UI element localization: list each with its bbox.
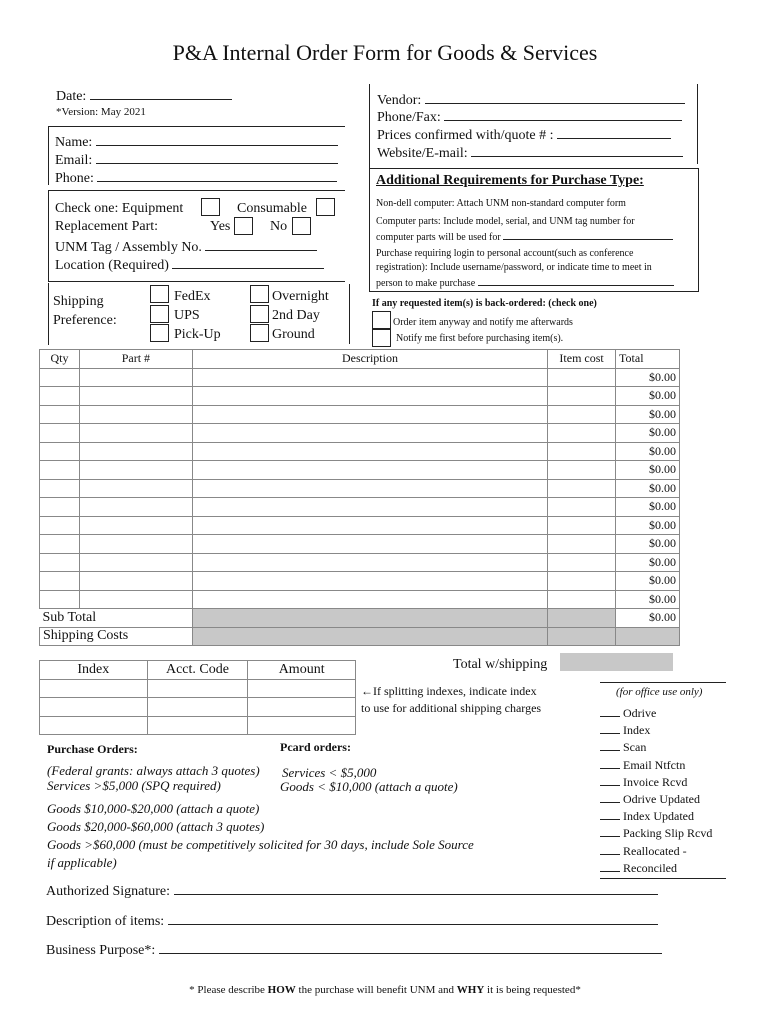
office-check-line[interactable] — [600, 802, 620, 803]
description-cell[interactable] — [192, 461, 547, 480]
goods-tier-2: Goods $20,000-$60,000 (attach 3 quotes) — [47, 819, 265, 834]
login-text-2: registration): Include username/password, or indicate time to meet in — [376, 262, 652, 273]
office-use-label: Packing Slip Rcvd — [623, 826, 713, 841]
unm-tag-field[interactable] — [205, 237, 317, 251]
consumable-label: Consumable — [237, 201, 307, 216]
total-shipping-cell[interactable] — [560, 653, 673, 671]
description-cell[interactable] — [192, 442, 547, 461]
purpose-field[interactable] — [159, 940, 662, 954]
split-note-line-2: to use for additional shipping charges — [361, 701, 542, 715]
office-check-line[interactable] — [600, 785, 620, 786]
table-row — [40, 716, 356, 735]
description-cell[interactable] — [192, 424, 547, 443]
office-use-item — [600, 757, 712, 774]
table-row — [40, 553, 680, 572]
table-row — [40, 679, 356, 698]
vendor-field[interactable] — [425, 90, 685, 104]
acct-code-cell[interactable] — [147, 698, 248, 717]
table-row — [40, 698, 356, 717]
office-use-label: Index Updated — [623, 809, 694, 824]
column-header: Qty — [40, 350, 80, 369]
parts-field[interactable] — [503, 229, 673, 240]
requirements-heading: Additional Requirements for Purchase Type: — [376, 173, 644, 188]
ground-checkbox[interactable] — [250, 324, 269, 342]
fedex-label: FedEx — [174, 289, 211, 304]
qty-cell[interactable] — [40, 387, 80, 406]
office-use-label: Email Ntfctn — [623, 757, 686, 772]
footer-mid: the purchase will benefit UNM and — [298, 984, 455, 996]
qty-cell[interactable] — [40, 461, 80, 480]
location-row — [55, 255, 324, 275]
goods-tier-1: Goods $10,000-$20,000 (attach a quote) — [47, 801, 260, 816]
description-cell[interactable] — [192, 553, 547, 572]
part-cell[interactable] — [79, 498, 192, 517]
check-one-label: Check one: Equipment — [55, 201, 184, 216]
parts-text-1: Computer parts: Include model, serial, and UNM tag number for — [376, 216, 635, 227]
description-cell[interactable] — [192, 387, 547, 406]
column-header: Index — [40, 661, 148, 680]
replacement-label: Replacement Part: — [55, 219, 159, 234]
description-cell[interactable] — [192, 498, 547, 517]
table-row — [40, 516, 680, 535]
office-check-line[interactable] — [600, 768, 620, 769]
shipping-label-2: Preference: — [53, 313, 117, 328]
backorder-heading: If any requested item(s) is back-ordered: (check one) — [372, 298, 597, 309]
office-use-item — [600, 808, 712, 825]
purpose-row — [46, 940, 662, 960]
total-cell: $0.00 — [616, 498, 680, 517]
amount-cell[interactable] — [248, 679, 356, 698]
qty-cell[interactable] — [40, 553, 80, 572]
overnight-checkbox[interactable] — [250, 285, 269, 303]
description-cell[interactable] — [192, 368, 547, 387]
goods-tier-3b: if applicable) — [47, 855, 117, 870]
part-cell[interactable] — [79, 461, 192, 480]
part-cell[interactable] — [79, 442, 192, 461]
item-cost-cell[interactable] — [548, 572, 616, 591]
description-cell[interactable] — [192, 479, 547, 498]
login-text-1: Purchase requiring login to personal account(such as conference — [376, 248, 634, 259]
qty-cell[interactable] — [40, 572, 80, 591]
divider — [697, 84, 698, 164]
qty-cell[interactable] — [40, 535, 80, 554]
shipping-costs-row — [40, 627, 680, 646]
yes-checkbox[interactable] — [234, 217, 253, 235]
authorized-signature-field[interactable] — [174, 881, 658, 895]
office-use-item — [600, 722, 712, 739]
part-cell[interactable] — [79, 590, 192, 609]
website-row — [377, 143, 683, 163]
authorized-signature-row — [46, 881, 658, 901]
part-cell[interactable] — [79, 479, 192, 498]
office-use-item — [600, 860, 712, 877]
total-cell: $0.00 — [616, 442, 680, 461]
date-row — [56, 86, 232, 106]
unm-tag-row — [55, 237, 317, 257]
description-cell[interactable] — [192, 572, 547, 591]
table-row — [40, 442, 680, 461]
office-check-line[interactable] — [600, 871, 620, 872]
shipping-costs-cell[interactable] — [616, 627, 680, 646]
total-cell: $0.00 — [616, 479, 680, 498]
pickup-label: Pick-Up — [174, 327, 221, 342]
date-label: Date: — [56, 89, 87, 104]
subtotal-row — [40, 609, 680, 628]
consumable-checkbox[interactable] — [316, 198, 335, 216]
fedex-checkbox[interactable] — [150, 285, 169, 303]
qty-cell[interactable] — [40, 498, 80, 517]
part-cell[interactable] — [79, 516, 192, 535]
phone-fax-label: Phone/Fax: — [377, 110, 441, 125]
services-po-note: Services >$5,000 (SPQ required) — [47, 778, 221, 793]
ups-label: UPS — [174, 308, 200, 323]
part-cell[interactable] — [79, 424, 192, 443]
part-cell[interactable] — [79, 387, 192, 406]
equipment-checkbox[interactable] — [201, 198, 220, 216]
order-anyway-label: Order item anyway and notify me afterwards — [393, 317, 573, 328]
office-use-label: Scan — [623, 740, 647, 755]
subtotal-label: Sub Total — [40, 609, 193, 628]
email-field[interactable] — [96, 150, 338, 164]
services-pcard-note: Services < $5,000 — [282, 765, 377, 780]
footer-note — [0, 984, 770, 996]
footer-why: WHY — [456, 984, 485, 996]
qty-cell[interactable] — [40, 405, 80, 424]
shipping-costs-label: Shipping Costs — [40, 627, 193, 646]
notify-first-label: Notify me first before purchasing item(s). — [396, 333, 564, 344]
qty-cell[interactable] — [40, 516, 80, 535]
yes-label: Yes — [210, 219, 231, 234]
item-cost-cell[interactable] — [548, 368, 616, 387]
index-cell[interactable] — [40, 716, 148, 735]
divider — [600, 878, 726, 879]
name-row — [55, 132, 338, 152]
gray-cell — [192, 609, 547, 628]
table-row — [40, 424, 680, 443]
qty-cell[interactable] — [40, 590, 80, 609]
qty-cell[interactable] — [40, 424, 80, 443]
part-cell[interactable] — [79, 368, 192, 387]
total-cell: $0.00 — [616, 461, 680, 480]
item-cost-cell[interactable] — [548, 498, 616, 517]
total-cell: $0.00 — [616, 590, 680, 609]
description-label: Description of items: — [46, 914, 165, 929]
column-header: Total — [616, 350, 680, 369]
column-header: Amount — [248, 661, 356, 680]
date-field[interactable] — [90, 86, 232, 100]
office-use-item — [600, 825, 712, 842]
total-cell: $0.00 — [616, 516, 680, 535]
column-header: Item cost — [548, 350, 616, 369]
table-row — [40, 590, 680, 609]
item-cost-cell[interactable] — [548, 479, 616, 498]
version-text: *Version: May 2021 — [56, 106, 146, 118]
quote-field[interactable] — [557, 125, 671, 139]
office-use-label: Reallocated - — [623, 843, 687, 858]
column-header: Acct. Code — [147, 661, 248, 680]
item-cost-cell[interactable] — [548, 516, 616, 535]
office-use-label: Invoice Rcvd — [623, 774, 688, 789]
no-checkbox[interactable] — [292, 217, 311, 235]
office-check-line[interactable] — [600, 750, 620, 751]
part-cell[interactable] — [79, 405, 192, 424]
office-use-label: Odrive — [623, 706, 657, 720]
item-cost-cell[interactable] — [548, 387, 616, 406]
description-cell[interactable] — [192, 590, 547, 609]
location-label: Location (Required) — [55, 258, 169, 273]
acct-code-cell[interactable] — [147, 716, 248, 735]
qty-cell[interactable] — [40, 479, 80, 498]
gray-cell — [548, 627, 616, 646]
pickup-checkbox[interactable] — [150, 324, 169, 342]
second-day-label: 2nd Day — [272, 308, 320, 323]
website-label: Website/E-mail: — [377, 146, 468, 161]
login-field[interactable] — [478, 275, 674, 286]
gray-cell — [192, 627, 547, 646]
items-table — [39, 349, 680, 646]
notify-first-checkbox[interactable] — [372, 329, 391, 347]
office-use-label: Odrive Updated — [623, 792, 700, 807]
goods-pcard-note: Goods < $10,000 (attach a quote) — [280, 779, 458, 794]
part-cell[interactable] — [79, 572, 192, 591]
table-row — [40, 368, 680, 387]
split-note — [361, 683, 541, 717]
amount-cell[interactable] — [248, 698, 356, 717]
table-row — [40, 535, 680, 554]
shipping-label-1: Shipping — [53, 294, 104, 309]
second-day-checkbox[interactable] — [250, 305, 269, 323]
pcard-heading: Pcard orders: — [280, 740, 351, 754]
index-table — [39, 660, 356, 735]
unm-tag-label: UNM Tag / Assembly No. — [55, 240, 202, 255]
total-cell: $0.00 — [616, 405, 680, 424]
goods-tier-3: Goods >$60,000 (must be competitively solicited for 30 days, include Sole Source — [47, 837, 474, 852]
index-header-row — [40, 661, 356, 680]
phone-label: Phone: — [55, 171, 94, 186]
total-cell: $0.00 — [616, 368, 680, 387]
divider — [349, 284, 350, 344]
nondell-text: Non-dell computer: Attach UNM non-standard computer form — [376, 198, 626, 209]
table-row — [40, 387, 680, 406]
login-row-3 — [376, 275, 674, 290]
items-header-row — [40, 350, 680, 369]
description-cell[interactable] — [192, 535, 547, 554]
table-row — [40, 461, 680, 480]
office-use-list — [600, 705, 712, 877]
divider — [369, 84, 370, 180]
no-label: No — [270, 219, 288, 234]
total-cell: $0.00 — [616, 424, 680, 443]
parts-row-2 — [376, 229, 673, 244]
footer-pre: * Please describe — [189, 984, 265, 996]
part-cell[interactable] — [79, 535, 192, 554]
index-cell[interactable] — [40, 698, 148, 717]
item-cost-cell[interactable] — [548, 461, 616, 480]
amount-cell[interactable] — [248, 716, 356, 735]
total-shipping-label: Total w/shipping — [453, 657, 548, 672]
qty-cell[interactable] — [40, 442, 80, 461]
email-row — [55, 150, 338, 170]
email-label: Email: — [55, 153, 93, 168]
office-use-heading: (for office use only) — [616, 686, 703, 698]
authorized-signature-label: Authorized Signature: — [46, 884, 171, 899]
footer-post: it is being requested* — [487, 984, 581, 996]
item-cost-cell[interactable] — [548, 442, 616, 461]
description-row — [46, 911, 658, 931]
name-label: Name: — [55, 135, 93, 150]
purpose-label: Business Purpose*: — [46, 943, 156, 958]
office-use-item — [600, 739, 712, 756]
gray-cell — [548, 609, 616, 628]
item-cost-cell[interactable] — [548, 535, 616, 554]
office-check-line[interactable] — [600, 716, 620, 717]
office-use-item — [600, 705, 712, 722]
order-anyway-checkbox[interactable] — [372, 311, 391, 329]
vendor-label: Vendor: — [377, 93, 422, 108]
table-row — [40, 405, 680, 424]
split-note-line-1: ←If splitting indexes, indicate index — [361, 684, 537, 698]
prices-label: Prices confirmed with/quote # : — [377, 128, 554, 143]
total-cell: $0.00 — [616, 553, 680, 572]
office-use-item — [600, 774, 712, 791]
login-text-3: person to make purchase — [376, 278, 476, 289]
purchase-orders-heading: Purchase Orders: — [47, 742, 138, 756]
office-use-item — [600, 843, 712, 860]
phone-fax-field[interactable] — [444, 107, 682, 121]
parts-text-2: computer parts will be used for — [376, 232, 501, 243]
description-field[interactable] — [168, 911, 658, 925]
table-row — [40, 479, 680, 498]
subtotal-value: $0.00 — [616, 609, 680, 628]
office-check-line[interactable] — [600, 836, 620, 837]
total-cell: $0.00 — [616, 535, 680, 554]
website-field[interactable] — [471, 143, 683, 157]
table-row — [40, 498, 680, 517]
column-header: Part # — [79, 350, 192, 369]
description-cell[interactable] — [192, 516, 547, 535]
phone-field[interactable] — [97, 168, 337, 182]
phone-row — [55, 168, 337, 188]
name-field[interactable] — [96, 132, 338, 146]
office-check-line[interactable] — [600, 733, 620, 734]
phone-fax-row — [377, 107, 682, 127]
federal-note: (Federal grants: always attach 3 quotes) — [47, 763, 260, 778]
item-cost-cell[interactable] — [548, 405, 616, 424]
overnight-label: Overnight — [272, 289, 329, 304]
index-cell[interactable] — [40, 679, 148, 698]
part-cell[interactable] — [79, 553, 192, 572]
office-check-line[interactable] — [600, 854, 620, 855]
ground-label: Ground — [272, 327, 315, 342]
page-title: P&A Internal Order Form for Goods & Services — [172, 40, 598, 65]
item-cost-cell[interactable] — [548, 553, 616, 572]
description-cell[interactable] — [192, 405, 547, 424]
item-cost-cell[interactable] — [548, 590, 616, 609]
office-use-label: Reconciled — [623, 860, 677, 875]
office-use-item — [600, 791, 712, 808]
footer-how: HOW — [267, 984, 296, 996]
item-cost-cell[interactable] — [548, 424, 616, 443]
divider — [600, 682, 726, 683]
column-header: Description — [192, 350, 547, 369]
location-field[interactable] — [172, 255, 324, 269]
qty-cell[interactable] — [40, 368, 80, 387]
ups-checkbox[interactable] — [150, 305, 169, 323]
prices-row — [377, 125, 671, 145]
acct-code-cell[interactable] — [147, 679, 248, 698]
office-use-label: Index — [623, 723, 651, 738]
office-check-line[interactable] — [600, 819, 620, 820]
table-row — [40, 572, 680, 591]
total-cell: $0.00 — [616, 572, 680, 591]
total-cell: $0.00 — [616, 387, 680, 406]
